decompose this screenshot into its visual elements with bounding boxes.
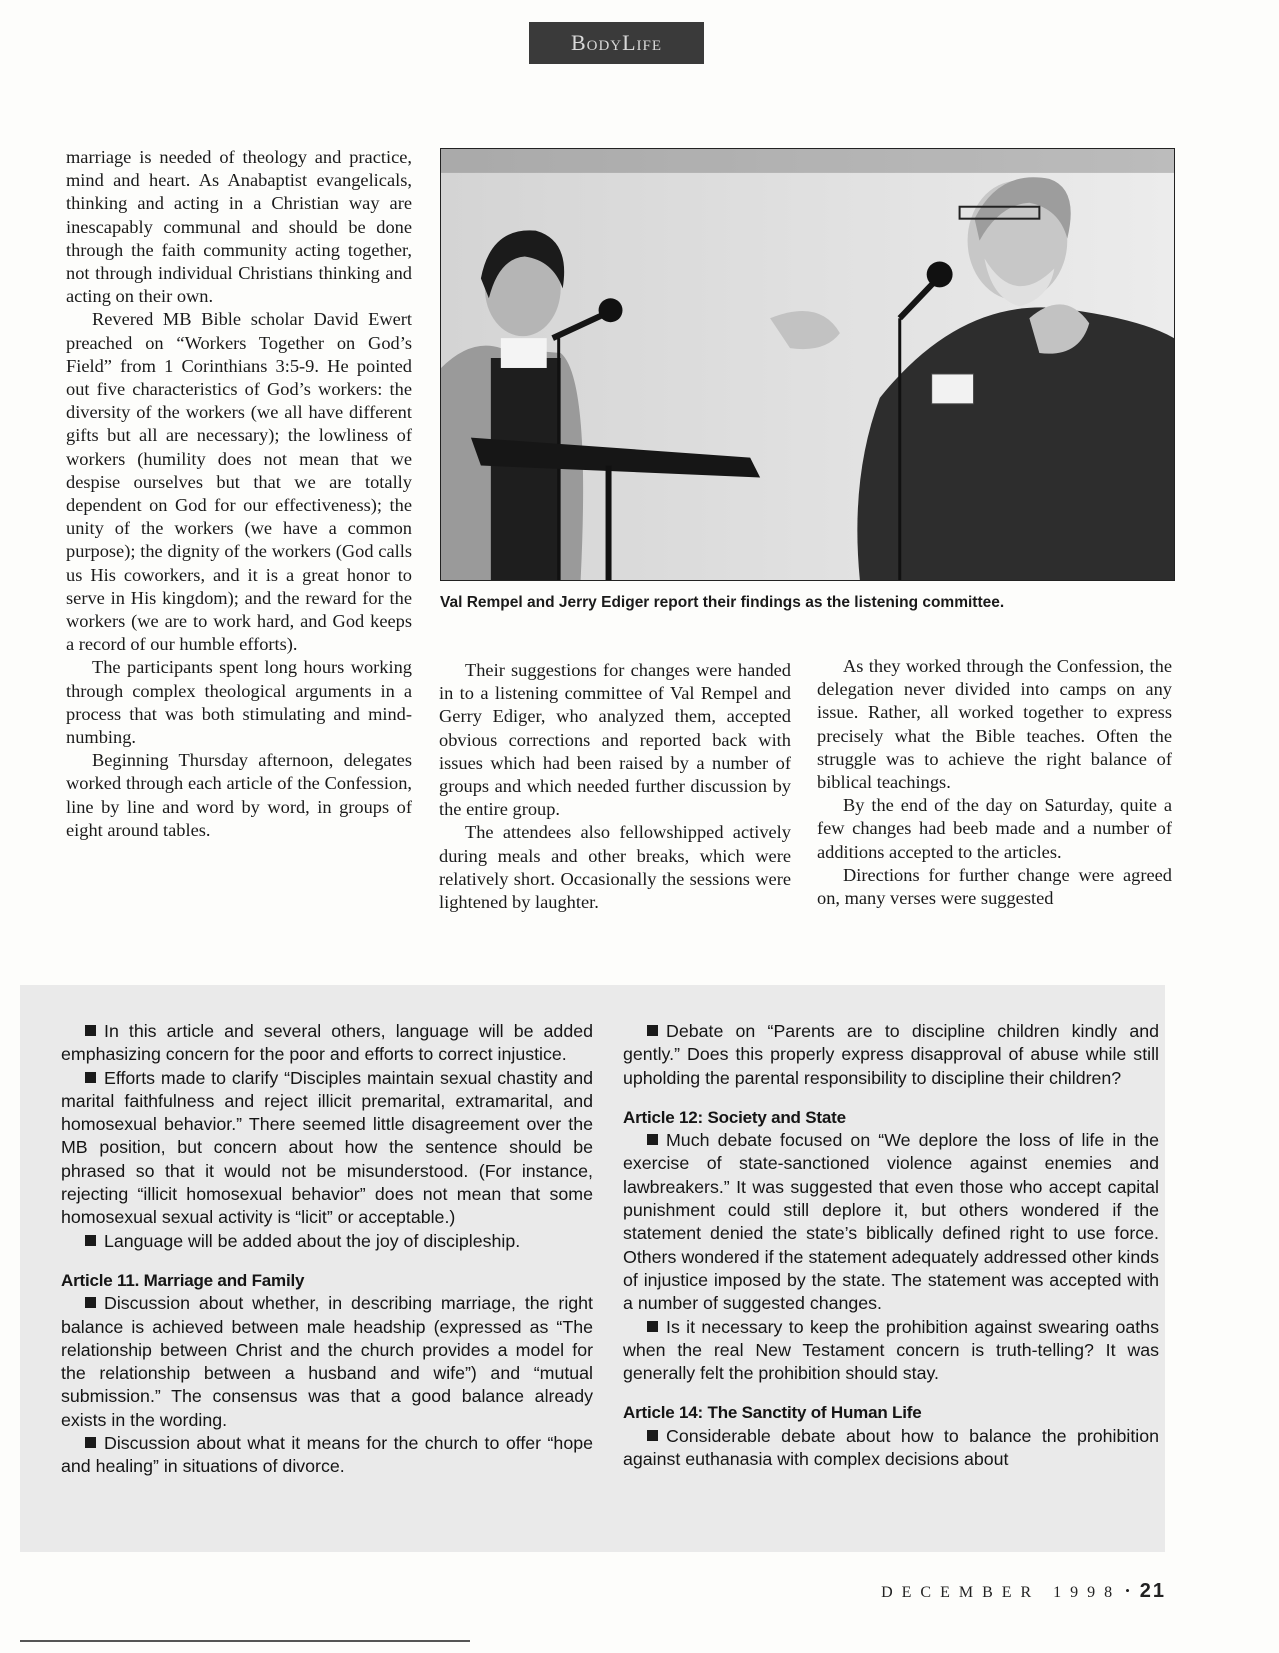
article-column-3 (817, 655, 1172, 910)
bullet-square-icon (85, 1297, 96, 1308)
committee-photo (440, 148, 1175, 581)
bullet-square-icon (85, 1025, 96, 1036)
bottom-divider (20, 1640, 470, 1642)
article-column-2 (439, 659, 791, 914)
sidebar-item: Discussion about what it means for the church to offer “hope and healing” in situations of divorce. (61, 1433, 593, 1477)
sidebar-heading: Article 14: The Sanctity of Human Life (623, 1403, 922, 1423)
sidebar-heading: Article 11. Marriage and Family (61, 1270, 305, 1290)
sidebar-column-right (623, 1020, 1159, 1471)
sidebar-item: Language will be added about the joy of discipleship. (61, 1230, 593, 1253)
bullet-square-icon (647, 1321, 658, 1332)
sidebar-item: Efforts made to clarify “Disciples maintain sexual chastity and marital faithfulness and reject illicit premarital, extramarital, and homosexual behavior.” There seemed little disagreement over the MB position, but concern about how the sentence should be phrased so that it would not be misunderstood. (For instance, rejecting “illicit homosexual behavior” does not mean that some homosexual sexual activity is “licit” or acceptable.) (61, 1067, 593, 1228)
bullet-square-icon (647, 1025, 658, 1036)
paragraph: Their suggestions for changes were handed in to a listening committee of Val Rempel and Gerry Ediger, who analyzed them, accepted obvious corrections and reported back with issues which had been raised by a number of groups and which needed further discussion by the entire group. (439, 660, 791, 820)
section-header-tab: BodyLife (529, 22, 704, 64)
paragraph: By the end of the day on Saturday, quite a few changes had beeb made and a number of additions accepted to the articles. (817, 795, 1172, 862)
sidebar-column-left (61, 1020, 593, 1479)
bullet-square-icon (647, 1134, 658, 1145)
footer-date: DECEMBER 1998 (881, 1584, 1122, 1601)
paragraph: As they worked through the Confession, the delegation never divided into camps on any issue. Rather, all worked together to express precisely what the Bible teaches. Often the struggle was to achieve the right balance of biblical teachings. (817, 656, 1172, 793)
bullet-square-icon (85, 1235, 96, 1246)
photo-illustration (441, 149, 1174, 580)
paragraph: The attendees also fellowshipped actively during meals and other breaks, which were relatively short. Occasionally the sessions were lightened by laughter. (439, 822, 791, 913)
paragraph: Revered MB Bible scholar David Ewert preached on “Workers Together on God’s Field” from 1 Corinthians 3:5-9. He pointed out five characteristics of God’s workers: the diversity of the workers (we all have different gifts but all are necessary); the lowliness of workers (humility does not mean that we despise ourselves but that we are totally dependent on God for our effectiveness); the unity of the workers (we have a common purpose); the dignity of the workers (God calls us His coworkers, and it is a great honor to serve in His kingdom); and the reward for the workers (we are to work hard, and God keeps a record of our humble efforts). (66, 309, 412, 655)
sidebar-item: In this article and several others, language will be added emphasizing concern for the poor and efforts to correct injustice. (61, 1021, 593, 1065)
sidebar-item: Much debate focused on “We deplore the loss of life in the exercise of state-sanctioned violence against enemies and lawbreakers.” It was suggested that even those who accept capital punishment could still deplore it, but others wondered if the statement denied the state’s biblically defined right to use force. Others wondered if the statement adequately addressed other kinds of injustice imposed by the state. The statement was accepted with a number of suggested changes. (623, 1130, 1159, 1314)
photo-caption: Val Rempel and Jerry Ediger report their findings as the listening committee. (440, 594, 1005, 611)
page-number: 21 (1139, 1580, 1166, 1602)
sidebar-heading: Article 12: Society and State (623, 1107, 846, 1127)
paragraph: marriage is needed of theology and practice, mind and heart. As Anabaptist evangelicals, thinking and acting in a Christian way are inescapably communal and should be done through the faith community acting together, not through individual Christians thinking and acting on their own. (66, 147, 412, 307)
footer-separator: • (1125, 1583, 1130, 1598)
paragraph: Beginning Thursday afternoon, delegates worked through each article of the Confession, line by line and word by word, in groups of eight around tables. (66, 750, 412, 840)
paragraph: Directions for further change were agreed on, many verses were suggested (817, 864, 1172, 909)
page-footer (790, 1580, 1166, 1603)
sidebar-item: Discussion about whether, in describing marriage, the right balance is achieved between male headship (expressed as “The relationship between Christ and the church provides a model for the relationship between a husband and wife”) and “mutual submission.” The consensus was that a good balance already exists in the wording. (61, 1293, 593, 1430)
sidebar-item: Is it necessary to keep the prohibition against swearing oaths when the real New Testament concern is truth-telling? It was generally felt the prohibition should stay. (623, 1316, 1159, 1384)
sidebar-item: Debate on “Parents are to discipline children kindly and gently.” Does this properly express disapproval of abuse while still upholding the parental responsibility to discipline their children? (623, 1021, 1159, 1088)
bullet-square-icon (647, 1430, 658, 1441)
bullet-square-icon (85, 1072, 96, 1083)
paragraph: The participants spent long hours working through complex theological arguments in a process that was both stimulating and mind-numbing. (66, 657, 412, 748)
article-column-1 (66, 146, 412, 842)
sidebar-item: Considerable debate about how to balance the prohibition against euthanasia with complex decisions about (623, 1425, 1159, 1470)
bullet-square-icon (85, 1437, 96, 1448)
